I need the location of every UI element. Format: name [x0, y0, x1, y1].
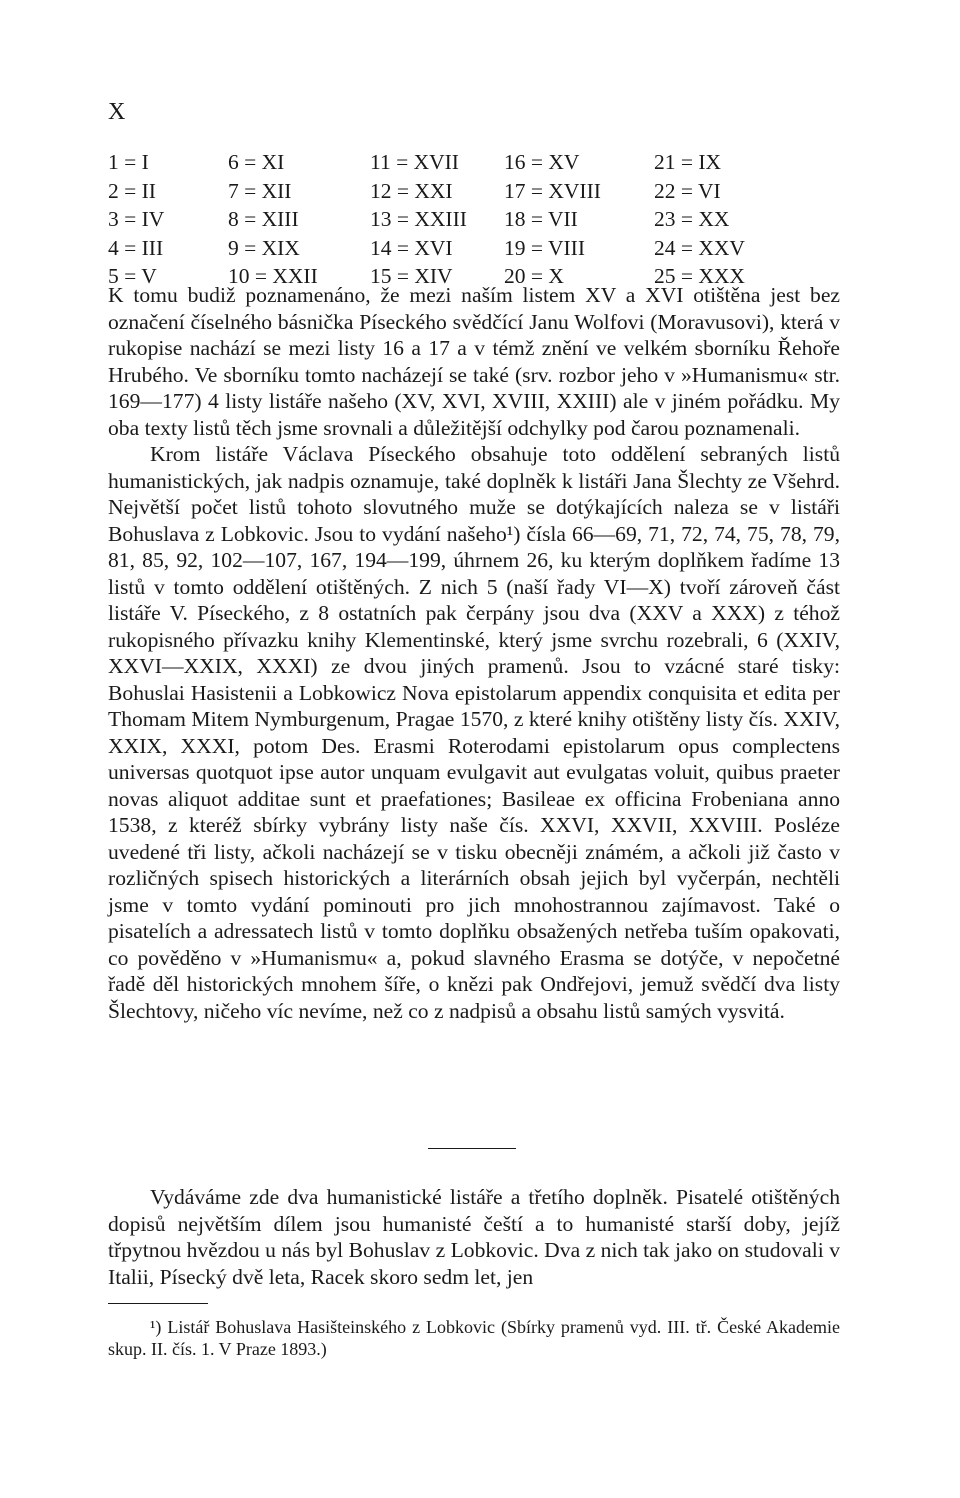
concordance-entry: 3 = IV [108, 207, 165, 232]
concordance-entry: 1 = I [108, 150, 149, 174]
concordance-entry: 21 = IX [654, 150, 722, 174]
concordance-entry: 7 = XII [228, 178, 292, 203]
footnote-divider [108, 1303, 208, 1304]
concordance-entry: 16 = XV [504, 150, 580, 174]
concordance-entry: 8 = XIII [228, 207, 299, 232]
concordance-entry: 20 = X [504, 264, 564, 289]
concordance-column-4 [504, 148, 654, 291]
concordance-entry: 19 = VIII [504, 235, 585, 260]
concordance-entry: 25 = XXX [654, 264, 745, 289]
concordance-entry: 9 = XIX [228, 235, 300, 260]
concordance-entry: 2 = II [108, 178, 156, 203]
concordance-entry: 14 = XVI [370, 235, 453, 260]
concordance-entry: 15 = XIV [370, 264, 453, 289]
footnote: ¹) Listář Bohuslava Hasišteinského z Lobkovic (Sbírky pramenů vyd. III. tř. České Akademie skup. II. čís. 1. V Praze 1893.) [108, 1317, 840, 1359]
concordance-column-1 [108, 148, 228, 291]
concordance-entry: 17 = XVIII [504, 178, 601, 203]
page-number: X [108, 99, 126, 125]
concordance-table [108, 148, 840, 291]
concordance-column-3 [370, 148, 504, 291]
section-divider [428, 1148, 516, 1149]
concordance-entry: 22 = VI [654, 178, 721, 203]
concordance-entry: 5 = V [108, 264, 157, 289]
concordance-entry: 10 = XXII [228, 264, 318, 289]
concordance-column-5 [654, 148, 840, 291]
intro-paragraph: Vydáváme zde dva humanistické listáře a třetího doplněk. Pisatelé otištěných dopisů největším dílem jsou humanisté čeští a to humanisté starší doby, jejíž třpytnou hvězdou u nás byl Bohuslav z Lobkovic. Dva z nich tak jako on studovali v Italii, Písecký dvě leta, Racek skoro sedm let, jen [108, 1185, 840, 1289]
concordance-column-2 [228, 148, 370, 291]
body-text [108, 282, 840, 1024]
concordance-entry: 11 = XVII [370, 150, 459, 174]
body-paragraph: K tomu budiž poznamenáno, že mezi naším listem XV a XVI otištěna jest bez označení číselného básnička Píseckého svědčící Janu Wolfovi (Moravusovi), která v rukopise nachází se mezi listy 16 a 17 a v témž znění ve velkém sborníku Řehoře Hrubého. Ve sborníku tomto nacházejí se také (srv. rozbor jeho v »Humanismu« str. 169—177) 4 listy listáře našeho (XV, XVI, XVIII, XXIII) ale v jiném pořádku. My oba texty listů těch jsme srovnali a důležitější odchylky pod čarou poznamenali. [108, 283, 840, 440]
body-paragraph: Krom listáře Václava Píseckého obsahuje toto oddělení sebraných listů humanistických, jak nadpis oznamuje, také doplněk k listáři Jana Šlechty ze Všehrd. Největší počet listů tohoto slovutného muže se dotýkajících naleza se v listáři Bohuslava z Lobkovic. Jsou to vydání našeho¹) čísla 66—69, 71, 72, 74, 75, 78, 79, 81, 85, 92, 102—107, 167, 194—199, úhrnem 26, ku kterým doplňkem řadíme 13 listů v tomto oddělení otištěných. Z nich 5 (naší řady VI—X) tvoří zároveň část listáře V. Píseckého, z 8 ostatních pak čerpány jsou dva (XXV a XXX) z téhož rukopisného přívazku knihy Klementinské, který jsme svrchu rozebrali, 6 (XXIV, XXVI—XXIX, XXXI) ze dvou jiných pramenů. Jsou to vzácné staré tisky: Bohuslai Hasistenii a Lobkowicz Nova epistolarum appendix conquisita et edita per Thomam Mitem Nymburgenum, Pragae 1570, z které knihy otištěny listy čís. XXIV, XXIX, XXXI, potom Des. Erasmi Roterodami epistolarum opus complectens universas quotquot ipse autor unquam evulgavit aut evulgatas voluit, quibus praeter novas aliquot additae sunt et praefationes; Basileae ex officina Frobeniana anno 1538, z kteréž sbírky vybrány listy naše čís. XXVI, XXVII, XXVIII. Posléze uvedené tři listy, ačkoli nacházejí se v tisku obecněji známém, a ačkoli již často v rozličných spisech historických a literárních obsah jejich byl vyčerpán, nechtěli jsme v tomto vydání pominouti pro jich mnohostrannou zajímavost. Také o pisatelích a adressatech listů v tomto doplňku obsažených netřeba tuším opakovati, co pověděno v »Humanismu« a, pokud slavného Erasma se dotýče, v nepočetné řadě děl historických mnohem šíře, o knězi pak Ondřejovi, jemuž svědčí dva listy Šlechtovy, ničeho víc nevíme, než co z nadpisů a obsahu listů samých vysvitá. [108, 442, 840, 1023]
intro-text [108, 1184, 840, 1290]
concordance-entry: 24 = XXV [654, 235, 745, 260]
concordance-entry: 13 = XXIII [370, 207, 467, 232]
concordance-entry: 6 = XI [228, 150, 285, 174]
concordance-entry: 18 = VII [504, 207, 578, 232]
concordance-entry: 23 = XX [654, 207, 730, 232]
concordance-entry: 12 = XXI [370, 178, 453, 203]
concordance-entry: 4 = III [108, 235, 164, 260]
